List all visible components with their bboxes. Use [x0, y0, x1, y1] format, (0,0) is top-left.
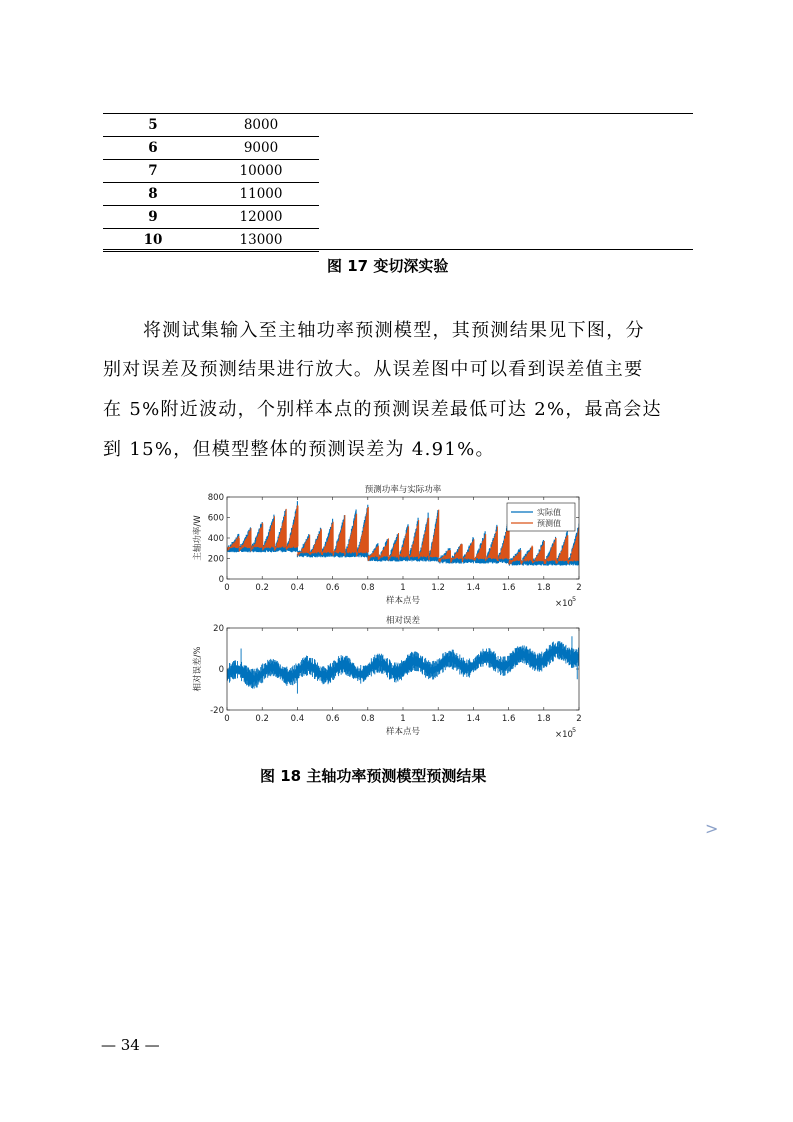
x-tick-label: 1.6: [501, 714, 516, 724]
row-index: 10: [103, 229, 203, 252]
next-page-arrow-icon[interactable]: >: [705, 819, 719, 838]
x-tick-label: 0.6: [325, 583, 340, 593]
x-axis-label: 样本点号: [385, 596, 421, 606]
x-tick-label: 0.4: [290, 714, 305, 724]
row-value: 12000: [203, 206, 319, 229]
row-value: 11000: [203, 183, 319, 206]
row-index: 7: [103, 160, 203, 183]
y-tick-label: 400: [207, 534, 224, 544]
x-tick-label: 0.8: [361, 583, 375, 593]
x-scale-exponent: 5: [572, 726, 577, 734]
y-tick-label: 0: [218, 575, 224, 585]
error-chart: [192, 615, 582, 740]
table-bottom-rule: [103, 249, 693, 250]
x-tick-label: 0: [224, 714, 230, 724]
y-tick-label: 600: [207, 513, 224, 524]
chart-title: 相对误差: [385, 616, 421, 626]
x-tick-label: 1.8: [537, 583, 551, 593]
power-chart: [192, 484, 582, 609]
figure-18-chart: [180, 478, 610, 750]
x-scale-label: ×10: [555, 599, 573, 609]
x-tick-label: 1.2: [431, 583, 445, 593]
x-tick-label: 1.4: [466, 714, 481, 724]
y-axis-label: 相对误差/%: [193, 646, 203, 692]
x-tick-label: 0.2: [255, 583, 269, 593]
x-tick-label: 0: [224, 583, 230, 593]
x-tick-label: 1.4: [466, 583, 481, 593]
y-tick-label: 800: [207, 493, 224, 503]
table-row: [103, 114, 319, 137]
x-tick-label: 1.2: [431, 714, 445, 724]
row-value: 9000: [203, 137, 319, 160]
x-scale-exponent: 5: [572, 595, 577, 603]
experiment-table: [103, 114, 319, 252]
y-tick-label: 0: [218, 665, 224, 675]
legend-actual-label: 实际值: [537, 508, 561, 517]
row-value: 10000: [203, 160, 319, 183]
x-tick-label: 1.8: [537, 714, 551, 724]
row-value: 13000: [203, 229, 319, 252]
legend-predicted-label: 预测值: [537, 519, 561, 528]
row-index: 5: [103, 114, 203, 137]
x-tick-label: 0.8: [361, 714, 375, 724]
figure-17-caption: 图 17 变切深实验: [327, 257, 449, 275]
chart-title: 预测功率与实际功率: [364, 485, 442, 495]
x-tick-label: 0.6: [325, 714, 340, 724]
x-axis-label: 样本点号: [385, 727, 421, 737]
paragraph-line-3: 在 5%附近波动，个别样本点的预测误差最低可达 2%，最高会达: [103, 399, 662, 420]
table-row: [103, 137, 319, 160]
row-index: 6: [103, 137, 203, 160]
x-tick-label: 2: [576, 583, 582, 593]
row-index: 9: [103, 206, 203, 229]
y-tick-label: 200: [207, 554, 224, 565]
paragraph-line-4: 到 15%，但模型整体的预测误差为 4.91%。: [103, 439, 495, 460]
y-tick-label: -20: [210, 706, 224, 716]
table-row: [103, 206, 319, 229]
figure-18-caption: 图 18 主轴功率预测模型预测结果: [260, 767, 487, 785]
x-tick-label: 1: [400, 714, 406, 724]
x-tick-label: 0.2: [255, 714, 269, 724]
x-tick-label: 1: [400, 583, 406, 593]
y-axis-label: 主轴功率/W: [193, 515, 203, 561]
table-row: [103, 183, 319, 206]
x-tick-label: 2: [576, 714, 582, 724]
page-number: — 34 —: [101, 1036, 160, 1054]
paragraph-line-2: 别对误差及预测结果进行放大。从误差图中可以看到误差值主要: [103, 359, 644, 380]
row-value: 8000: [203, 114, 319, 137]
x-scale-label: ×10: [555, 730, 573, 740]
x-tick-label: 0.4: [290, 583, 305, 593]
y-tick-label: 20: [213, 624, 224, 634]
table-row: [103, 160, 319, 183]
paragraph-line-1: 将测试集输入至主轴功率预测模型，其预测结果见下图，分: [143, 320, 645, 341]
row-index: 8: [103, 183, 203, 206]
x-tick-label: 1.6: [501, 583, 516, 593]
